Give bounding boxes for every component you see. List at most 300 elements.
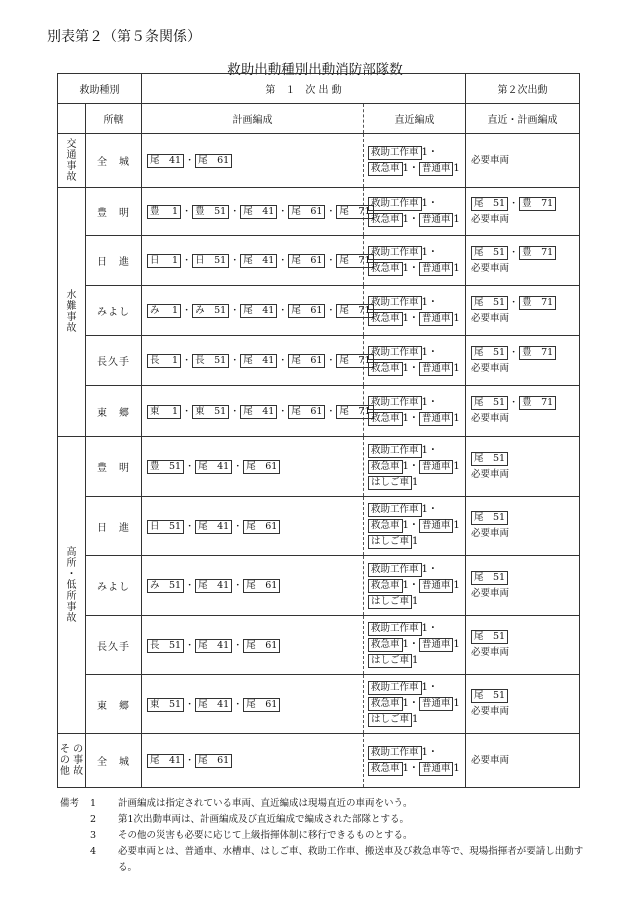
vehicle-box: はしご車 (368, 595, 412, 609)
nearest-cell (364, 556, 466, 616)
table-row (58, 616, 580, 675)
table-row (58, 236, 580, 286)
unit-box: 尾 51 (471, 630, 508, 644)
nearest-cell (364, 134, 466, 188)
vehicle-box: 救急車 (368, 362, 403, 376)
table-row (58, 134, 580, 188)
separator-dot: ・ (509, 247, 519, 258)
nearest-line (368, 395, 465, 411)
separator-dot: ・ (185, 640, 195, 651)
second-dispatch-cell (466, 134, 580, 188)
planned-cell (142, 437, 364, 497)
unit-box: 豊 71 (519, 346, 556, 360)
vehicle-box: 救急車 (368, 262, 403, 276)
vehicle-box: 救助工作車 (368, 146, 422, 160)
separator-dot: ・ (326, 256, 336, 266)
unit-box: 尾 51 (471, 511, 508, 525)
nearest-line (368, 245, 465, 261)
unit-box: 尾 61 (288, 254, 325, 268)
second-units (471, 629, 579, 645)
separator-dot: ・ (230, 356, 240, 366)
nearest-cell (364, 386, 466, 437)
required-vehicles: 必要車両 (471, 413, 510, 424)
header-type: 救助種別 (58, 74, 142, 104)
planned-cell (142, 616, 364, 675)
nearest-line (368, 637, 465, 653)
vehicle-box: 普通車 (419, 579, 454, 593)
note-number: 4 (90, 846, 97, 857)
vehicle-box: 普通車 (419, 213, 454, 227)
separator-dot: ・ (185, 462, 195, 472)
vehicle-box: 普通車 (419, 697, 454, 711)
vehicle-count: 1・ (421, 197, 438, 209)
nearest-cell (364, 336, 466, 386)
vehicle-box: 救助工作車 (368, 563, 422, 577)
unit-box: 豊 1 (147, 205, 181, 219)
vehicle-box: 普通車 (419, 262, 454, 276)
separator-dot: ・ (233, 640, 243, 651)
separator-dot: ・ (326, 306, 336, 316)
separator-dot: ・ (230, 406, 240, 417)
category-char: 故 (66, 171, 77, 183)
area-cell: みよし (86, 286, 142, 336)
category-char: 他 故 (59, 766, 84, 777)
category-char: 水 (66, 290, 77, 301)
required-vehicles: 必要車両 (471, 362, 510, 374)
separator-dot: ・ (185, 581, 195, 591)
vehicle-box: はしご車 (368, 476, 412, 490)
table-row (58, 386, 580, 437)
unit-box: 尾 71 (336, 405, 373, 419)
nearest-line (368, 502, 465, 518)
category-char: 低 (66, 579, 77, 591)
nearest-line (368, 534, 465, 550)
second-units (471, 510, 579, 526)
separator-dot: ・ (326, 356, 336, 366)
vehicle-box: 救助工作車 (368, 503, 422, 517)
vehicle-count: 1 (453, 162, 460, 174)
note-text: その他の災害も必要に応じて上級指揮体制に移行できるものとする。 (118, 830, 413, 841)
vehicle-box: 普通車 (419, 362, 454, 376)
nearest-line (368, 311, 465, 327)
required-vehicles: 必要車両 (471, 528, 510, 539)
vehicle-count: 1・ (402, 362, 419, 374)
nearest-line (368, 578, 465, 594)
vehicle-count: 1 (453, 579, 460, 591)
separator-dot: ・ (326, 207, 336, 217)
vehicle-count: 1・ (402, 213, 419, 225)
separator-dot: ・ (233, 521, 243, 532)
unit-box: 東 1 (147, 405, 181, 419)
table-row (58, 437, 580, 497)
nearest-line (368, 621, 465, 637)
separator-dot: ・ (185, 521, 195, 532)
vehicle-count: 1 (453, 362, 460, 374)
required-vehicles: 必要車両 (471, 154, 510, 166)
required-vehicles: 必要車両 (471, 213, 510, 225)
vehicle-count: 1 (453, 639, 460, 650)
unit-box: 尾 61 (195, 754, 232, 768)
second-units (471, 570, 579, 586)
unit-box: 豊 51 (147, 460, 184, 474)
second-units (471, 451, 579, 467)
vehicle-box: はしご車 (368, 713, 412, 727)
header-blank (58, 104, 86, 134)
unit-box: 尾 51 (471, 571, 508, 585)
unit-box: 尾 51 (471, 197, 508, 211)
vehicle-count: 1・ (421, 146, 438, 158)
required-vehicles: 必要車両 (471, 587, 510, 599)
note-item (60, 796, 600, 812)
separator-dot: ・ (509, 398, 519, 408)
unit-box: 尾 61 (288, 205, 325, 219)
separator-dot: ・ (509, 347, 519, 358)
planned-cell (142, 286, 371, 336)
nearest-cell (364, 497, 466, 556)
category-char: 故 (66, 323, 77, 334)
vehicle-box: 救急車 (368, 579, 403, 593)
unit-box: 日 1 (147, 254, 181, 268)
nearest-line (368, 518, 465, 534)
unit-box: み 1 (147, 304, 181, 318)
unit-box: 尾 61 (288, 304, 325, 318)
nearest-cell (364, 734, 466, 788)
nearest-cell (364, 616, 466, 675)
nearest-line (368, 145, 465, 161)
area-cell: 豊 明 (86, 437, 142, 497)
note-item (60, 844, 600, 876)
unit-box: 尾 41 (195, 460, 232, 474)
vehicle-box: 救助工作車 (368, 246, 422, 260)
second-dispatch-cell (466, 188, 580, 236)
vehicle-count: 1・ (402, 413, 419, 424)
header-planned: 計画編成 (142, 104, 364, 134)
unit-box: 尾 61 (288, 405, 325, 419)
separator-dot: ・ (230, 207, 240, 217)
second-units (471, 245, 579, 261)
unit-box: 尾 61 (243, 579, 280, 593)
separator-dot: ・ (278, 356, 288, 366)
vehicle-box: 救助工作車 (368, 746, 422, 760)
separator-dot: ・ (326, 406, 336, 417)
vehicle-count: 1 (453, 762, 460, 774)
vehicle-count: 1・ (421, 682, 438, 693)
nearest-line (368, 761, 465, 777)
annex-heading: 別表第２（第５条関係） (47, 29, 201, 45)
vehicle-box: 救急車 (368, 762, 403, 776)
category-char: ・ (66, 568, 77, 580)
unit-box: 長 51 (147, 639, 184, 653)
planned-cell (142, 134, 364, 188)
area-cell: 豊 明 (86, 188, 142, 236)
second-dispatch-cell (466, 616, 580, 675)
table-row (58, 336, 580, 386)
unit-box: 尾 51 (471, 452, 508, 466)
second-units (471, 345, 579, 361)
unit-box: み 51 (147, 579, 184, 593)
category-char: そ の (59, 744, 84, 755)
vehicle-box: 普通車 (419, 162, 454, 176)
vehicle-box: 救助工作車 (368, 444, 422, 458)
second-dispatch-cell (466, 236, 580, 286)
nearest-line (368, 212, 465, 228)
second-dispatch-cell (466, 437, 580, 497)
nearest-cell (364, 286, 466, 336)
table-row (58, 556, 580, 616)
unit-box: 尾 41 (195, 579, 232, 593)
header-second-dispatch: 第２次出動 (466, 74, 580, 104)
table-title: 救助出動種別出動消防部隊数 (227, 62, 403, 78)
header-row-1 (58, 74, 580, 104)
planned-cell (142, 556, 364, 616)
unit-box: 長 51 (192, 354, 229, 368)
unit-box: 尾 41 (240, 205, 277, 219)
unit-box: 尾 41 (195, 698, 232, 712)
separator-dot: ・ (182, 406, 192, 417)
separator-dot: ・ (278, 256, 288, 266)
second-dispatch-cell (466, 734, 580, 788)
unit-box: 尾 41 (240, 405, 277, 419)
planned-cell (142, 497, 364, 556)
unit-box: 豊 71 (519, 197, 556, 211)
note-number: 2 (90, 814, 97, 825)
unit-box: 尾 51 (471, 346, 508, 360)
vehicle-box: 救急車 (368, 162, 403, 176)
dispatch-table (57, 73, 580, 788)
category-cell (58, 134, 86, 188)
area-cell: 東 郷 (86, 675, 142, 734)
table-row (58, 188, 580, 236)
header-jurisdiction: 所轄 (86, 104, 142, 134)
vehicle-count: 1・ (402, 698, 419, 709)
vehicle-box: 普通車 (419, 312, 454, 326)
separator-dot: ・ (278, 207, 288, 217)
category-char: 通 (66, 149, 77, 161)
note-item (60, 812, 600, 828)
vehicle-count: 1・ (421, 623, 438, 634)
vehicle-box: 普通車 (419, 638, 454, 652)
table-row (58, 286, 580, 336)
unit-box: 豊 71 (519, 396, 556, 410)
separator-dot: ・ (278, 306, 288, 316)
nearest-line (368, 295, 465, 311)
nearest-cell (364, 675, 466, 734)
unit-box: 尾 71 (336, 205, 373, 219)
nearest-cell (364, 437, 466, 497)
unit-box: 長 1 (147, 354, 181, 368)
category-char: 事 (66, 601, 77, 613)
unit-box: 尾 61 (243, 639, 280, 653)
separator-dot: ・ (233, 699, 243, 710)
separator-dot: ・ (230, 306, 240, 316)
note-number: 3 (90, 830, 97, 841)
header-row-2 (58, 104, 580, 134)
area-cell: 長久手 (86, 336, 142, 386)
unit-box: 尾 51 (471, 296, 508, 310)
second-dispatch-cell (466, 556, 580, 616)
nearest-line (368, 345, 465, 361)
area-cell: 東 郷 (86, 386, 142, 437)
required-vehicles: 必要車両 (471, 312, 510, 324)
unit-box: 尾 61 (195, 154, 232, 168)
nearest-line (368, 459, 465, 475)
nearest-line (368, 475, 465, 491)
nearest-cell (364, 236, 466, 286)
vehicle-count: 1 (412, 655, 419, 666)
unit-box: 尾 51 (471, 396, 508, 410)
unit-box: 豊 71 (519, 296, 556, 310)
vehicle-count: 1・ (402, 162, 419, 174)
vehicle-count: 1・ (421, 296, 438, 308)
unit-box: み 51 (192, 304, 229, 318)
nearest-line (368, 712, 465, 728)
vehicle-box: 救急車 (368, 460, 403, 474)
vehicle-box: はしご車 (368, 654, 412, 668)
vehicle-count: 1 (453, 413, 460, 424)
note-text: 必要車両とは、普通車、水槽車、はしご車、救助工作車、搬送車及び救急車等で、現場指揮者が要請し出動する。 (118, 846, 584, 873)
category-cell (58, 188, 86, 437)
vehicle-count: 1・ (402, 312, 419, 324)
category-char: 難 (66, 301, 77, 312)
vehicle-box: 救助工作車 (368, 346, 422, 360)
category-char: 交 (66, 138, 77, 150)
planned-cell (142, 675, 364, 734)
area-cell: 日 進 (86, 497, 142, 556)
separator-dot: ・ (182, 256, 192, 266)
vehicle-count: 1・ (421, 746, 438, 758)
nearest-line (368, 680, 465, 696)
vehicle-count: 1 (412, 595, 419, 607)
unit-box: 尾 41 (147, 154, 184, 168)
unit-box: 尾 41 (240, 254, 277, 268)
note-text: 第1次出動車両は、計画編成及び直近編成で編成された部隊とする。 (118, 814, 410, 825)
vehicle-count: 1 (412, 476, 419, 488)
unit-box: 尾 41 (195, 520, 232, 534)
nearest-line (368, 196, 465, 212)
vehicle-count: 1 (412, 536, 419, 547)
second-units (471, 688, 579, 704)
area-cell: 全 城 (86, 134, 142, 188)
vehicle-box: 救助工作車 (368, 681, 422, 695)
required-vehicles: 必要車両 (471, 706, 510, 717)
required-vehicles: 必要車両 (471, 647, 510, 658)
vehicle-count: 1・ (402, 639, 419, 650)
second-dispatch-cell (466, 286, 580, 336)
separator-dot: ・ (182, 356, 192, 366)
vehicle-count: 1・ (402, 460, 419, 472)
vehicle-box: はしご車 (368, 535, 412, 549)
nearest-line (368, 594, 465, 610)
vehicle-count: 1 (453, 460, 460, 472)
separator-dot: ・ (230, 256, 240, 266)
separator-dot: ・ (509, 297, 519, 308)
vehicle-box: 救助工作車 (368, 197, 422, 211)
nearest-line (368, 411, 465, 427)
category-char: 事 (66, 312, 77, 323)
note-item (60, 828, 600, 844)
nearest-line (368, 161, 465, 177)
planned-cell (142, 236, 371, 286)
vehicle-count: 1・ (402, 762, 419, 774)
unit-box: 尾 61 (243, 460, 280, 474)
required-vehicles: 必要車両 (471, 262, 510, 274)
vehicle-count: 1 (453, 213, 460, 225)
category-cell (58, 437, 86, 734)
separator-dot: ・ (185, 699, 195, 710)
nearest-line (368, 261, 465, 277)
vehicle-count: 1・ (402, 262, 419, 274)
second-dispatch-cell (466, 386, 580, 437)
vehicle-box: 救助工作車 (368, 296, 422, 310)
separator-dot: ・ (509, 198, 519, 209)
vehicle-box: 普通車 (419, 762, 454, 776)
category-char: 高 (66, 546, 77, 558)
vehicle-count: 1・ (421, 563, 438, 575)
vehicle-count: 1・ (421, 397, 438, 408)
nearest-line (368, 361, 465, 377)
second-units (471, 295, 579, 311)
unit-box: 尾 41 (240, 304, 277, 318)
area-cell: 長久手 (86, 616, 142, 675)
area-cell: 日 進 (86, 236, 142, 286)
planned-cell (142, 734, 364, 788)
unit-box: 尾 71 (336, 354, 373, 368)
unit-box: 尾 41 (147, 754, 184, 768)
unit-box: 尾 41 (240, 354, 277, 368)
header-first-dispatch: 第 １ 次 出 動 (142, 74, 466, 104)
planned-cell (142, 386, 371, 437)
header-second-sub: 直近・計画編成 (466, 104, 580, 134)
unit-box: 日 51 (192, 254, 229, 268)
nearest-line (368, 696, 465, 712)
second-dispatch-cell (466, 497, 580, 556)
notes (60, 796, 600, 876)
second-units (471, 395, 579, 411)
nearest-cell (364, 188, 466, 236)
unit-box: 尾 51 (471, 689, 508, 703)
vehicle-count: 1 (412, 714, 419, 725)
vehicle-box: 普通車 (419, 519, 454, 533)
separator-dot: ・ (185, 756, 195, 766)
planned-cell (142, 336, 371, 386)
unit-box: 尾 61 (243, 698, 280, 712)
vehicle-box: 救急車 (368, 638, 403, 652)
table-row (58, 497, 580, 556)
vehicle-box: 救急車 (368, 519, 403, 533)
category-char: 事 (66, 160, 77, 172)
note-text: 計画編成は指定されている車両、直近編成は現場直近の車両をいう。 (118, 798, 413, 809)
second-units (471, 196, 579, 212)
nearest-line (368, 653, 465, 669)
unit-box: 尾 71 (336, 254, 373, 268)
category-char: の 事 (59, 755, 84, 766)
unit-box: 尾 71 (336, 304, 373, 318)
vehicle-count: 1・ (421, 346, 438, 358)
note-number: 1 (90, 798, 97, 809)
vehicle-count: 1・ (402, 579, 419, 591)
separator-dot: ・ (278, 406, 288, 417)
unit-box: 東 51 (192, 405, 229, 419)
category-char: 所 (66, 557, 77, 569)
required-vehicles: 必要車両 (471, 754, 510, 766)
unit-box: 豊 71 (519, 246, 556, 260)
vehicle-count: 1・ (402, 520, 419, 531)
vehicle-box: 救急車 (368, 312, 403, 326)
vehicle-box: 救急車 (368, 412, 403, 426)
vehicle-count: 1・ (421, 246, 438, 258)
vehicle-count: 1 (453, 312, 460, 324)
separator-dot: ・ (185, 156, 195, 166)
